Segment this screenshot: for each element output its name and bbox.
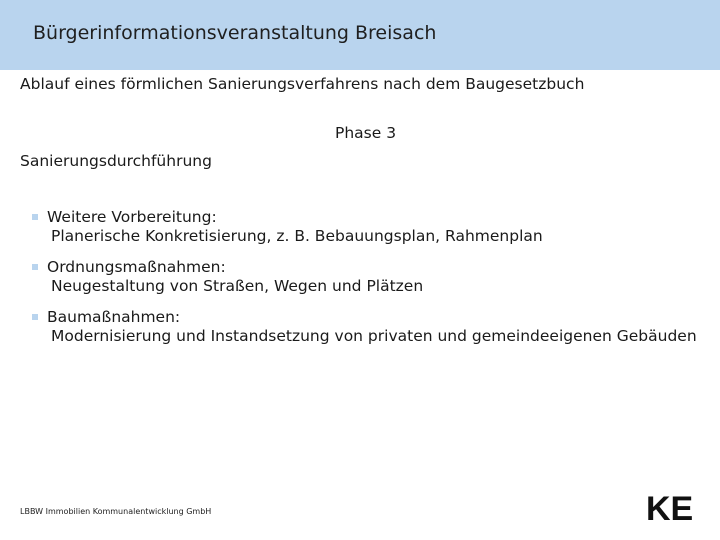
bullet-marker-icon bbox=[32, 264, 38, 270]
bullet-marker-icon bbox=[32, 314, 38, 320]
phase-label: Phase 3 bbox=[335, 124, 397, 142]
bullet-item bbox=[32, 258, 716, 296]
slide-subtitle: Ablauf eines förmlichen Sanierungsverfahrens nach dem Baugesetzbuch bbox=[20, 75, 585, 93]
bullet-detail: Modernisierung und Instandsetzung von privaten und gemeindeeigenen Gebäuden bbox=[51, 327, 697, 345]
header-bar bbox=[0, 0, 720, 70]
footer-company: LBBW Immobilien Kommunalentwicklung GmbH bbox=[20, 507, 212, 516]
bullet-list bbox=[32, 208, 716, 358]
bullet-detail: Planerische Konkretisierung, z. B. Bebauungsplan, Rahmenplan bbox=[51, 227, 543, 245]
bullet-heading: Ordnungsmaßnahmen: bbox=[47, 258, 226, 276]
slide-title: Bürgerinformationsveranstaltung Breisach bbox=[33, 22, 437, 44]
ke-logo: KE bbox=[646, 490, 694, 528]
bullet-item bbox=[32, 208, 716, 246]
bullet-heading: Weitere Vorbereitung: bbox=[47, 208, 217, 226]
bullet-marker-icon bbox=[32, 214, 38, 220]
bullet-heading: Baumaßnahmen: bbox=[47, 308, 181, 326]
section-title: Sanierungsdurchführung bbox=[20, 152, 212, 170]
bullet-detail: Neugestaltung von Straßen, Wegen und Plätzen bbox=[51, 277, 424, 295]
bullet-item bbox=[32, 308, 716, 346]
